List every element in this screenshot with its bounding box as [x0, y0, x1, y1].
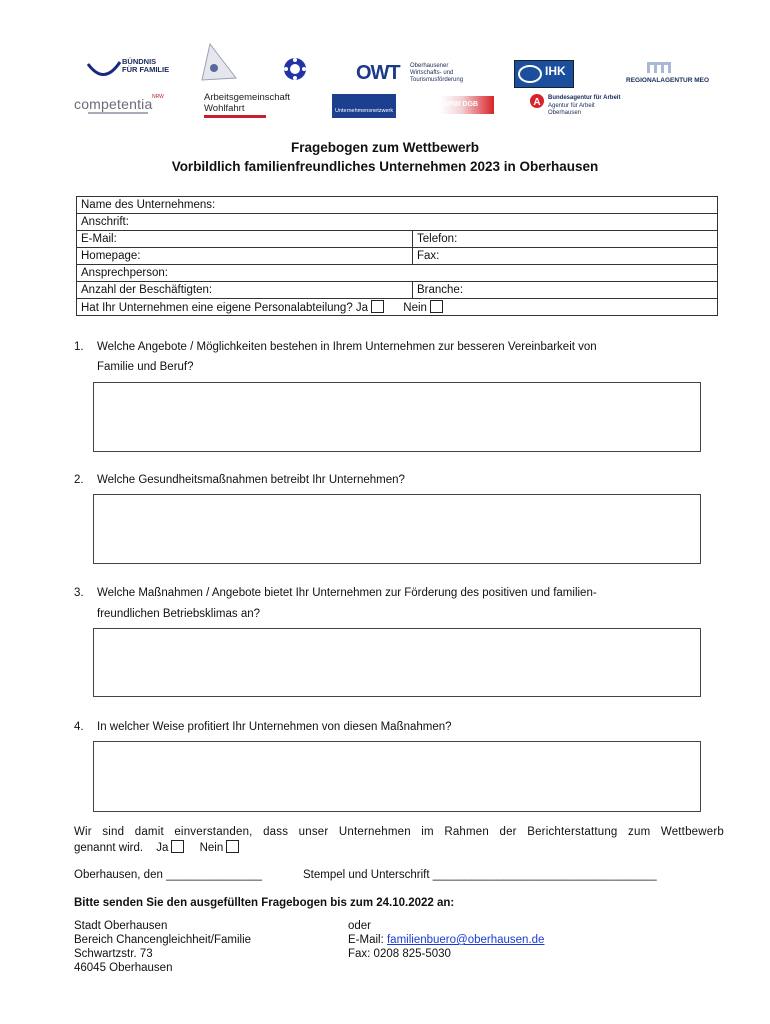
- question-3-line1: Welche Maßnahmen / Angebote bietet Ihr Unternehmen zur Förderung des positiven und familien-: [97, 587, 597, 599]
- question-3-number: 3.: [74, 587, 84, 599]
- field-branch[interactable]: Branche:: [413, 282, 718, 299]
- regional-label: REGIONALAGENTUR MEO: [626, 77, 710, 84]
- answer-box-4[interactable]: [93, 741, 701, 812]
- hr-department-row: [77, 299, 718, 316]
- email-row: [348, 933, 544, 947]
- arbeitsagentur-line3: Oberhausen: [548, 110, 582, 116]
- page-subtitle: Vorbildlich familienfreundliches Unternehmen 2023 in Oberhausen: [171, 159, 599, 174]
- nrw-label: NRW DGB: [444, 101, 479, 108]
- field-company-name[interactable]: Name des Unternehmens:: [77, 197, 718, 214]
- logo-buendnis-fuer-familie: [74, 52, 174, 86]
- arbeitsagentur-line2: Agentur für Arbeit: [548, 103, 595, 109]
- owt-mark: OWT: [356, 62, 400, 84]
- question-3: [74, 582, 597, 604]
- answer-box-1[interactable]: [93, 382, 701, 452]
- question-4-line1: In welcher Weise profitiert Ihr Unternehmen von diesen Maßnahmen?: [97, 721, 452, 733]
- send-instruction: Bitte senden Sie den ausgefüllten Fragebogen bis zum 24.10.2022 an:: [74, 897, 455, 909]
- field-address[interactable]: Anschrift:: [77, 214, 718, 231]
- answer-box-3[interactable]: [93, 628, 701, 697]
- question-2-line1: Welche Gesundheitsmaßnahmen betreibt Ihr Unternehmen?: [97, 474, 405, 486]
- alternative-contact: [348, 919, 544, 961]
- hr-no-label: Nein: [403, 302, 427, 314]
- owt-line1: Oberhausener: [410, 63, 449, 69]
- buendnis-line2: FÜR FAMILIE: [122, 65, 170, 74]
- buendnis-line1: BÜNDNIS: [122, 57, 157, 66]
- consent-line2: genannt wird.: [74, 842, 144, 854]
- question-1-number: 1.: [74, 341, 84, 353]
- competentia-sup: NRW: [152, 94, 164, 100]
- page-title: Fragebogen zum Wettbewerb: [290, 140, 480, 155]
- hr-yes-checkbox[interactable]: [371, 300, 384, 313]
- logo-competentia: [74, 96, 164, 118]
- logo-arbeitsagentur: [530, 94, 640, 120]
- stamp-signature-field[interactable]: Stempel und Unterschrift ___________________________________: [303, 869, 657, 881]
- address-line2: Bereich Chancengleichheit/Familie: [74, 934, 252, 946]
- postal-address: [74, 919, 251, 975]
- logo-ihk: [514, 60, 574, 88]
- field-email[interactable]: E-Mail:: [77, 231, 413, 248]
- svg-text:A: A: [533, 97, 541, 108]
- question-1: [74, 336, 597, 358]
- logo-unternehmensnetzwerk: [332, 94, 396, 118]
- logo-owt: [356, 62, 476, 86]
- fax-number: Fax: 0208 825-5030: [348, 948, 451, 960]
- consent-yes-label: Ja: [156, 842, 169, 854]
- field-phone[interactable]: Telefon:: [413, 231, 718, 248]
- triangle-logo-icon: [198, 42, 238, 82]
- address-line4: 46045 Oberhausen: [74, 962, 173, 974]
- place-date-field[interactable]: Oberhausen, den _______________: [74, 869, 263, 881]
- ihk-emblem-icon: [517, 62, 543, 86]
- field-fax[interactable]: Fax:: [413, 248, 718, 265]
- buendnis-swoosh-icon: [84, 54, 124, 84]
- netzwerk-label: Unternehmensnetzwerk: [335, 108, 394, 114]
- question-1-line2: Familie und Beruf?: [97, 361, 194, 373]
- logo-triangle: [198, 42, 238, 82]
- awo-line1: Arbeitsgemeinschaft: [204, 92, 291, 103]
- owt-line3: Tourismusförderung: [410, 77, 464, 83]
- email-link[interactable]: familienbuero@oberhausen.de: [386, 934, 545, 946]
- logo-awo: [204, 92, 304, 118]
- competentia-mark: competentia: [74, 96, 153, 112]
- competentia-subline: [88, 112, 148, 114]
- question-4-number: 4.: [74, 721, 84, 733]
- consent-no-checkbox[interactable]: [226, 840, 239, 853]
- field-contact-person[interactable]: Ansprechperson:: [77, 265, 718, 282]
- field-employees[interactable]: Anzahl der Beschäftigten:: [77, 282, 413, 299]
- field-homepage[interactable]: Homepage:: [77, 248, 413, 265]
- answer-box-2[interactable]: [93, 494, 701, 564]
- consent-line1: Wir sind damit einverstanden, dass unser Unternehmen im Rahmen der Berichterstattung zum Wettbewerb: [74, 826, 724, 838]
- awo-redline: [204, 115, 266, 118]
- question-2: [74, 469, 405, 491]
- address-line3: Schwartzstr. 73: [74, 948, 153, 960]
- hr-question-label: Hat Ihr Unternehmen eine eigene Personalabteilung? Ja: [81, 302, 369, 314]
- awo-line2: Wohlfahrt: [204, 103, 245, 114]
- question-4: [74, 716, 452, 738]
- consent-yes-checkbox[interactable]: [171, 840, 184, 853]
- ihk-mark: IHK: [545, 64, 566, 78]
- hr-no-checkbox[interactable]: [430, 300, 443, 313]
- owt-line2: Wirtschafts- und: [410, 70, 454, 76]
- logo-star-circle: [282, 56, 308, 82]
- consent-line2-row: [74, 840, 239, 854]
- star-circle-icon: [282, 56, 308, 82]
- or-label: oder: [348, 920, 372, 932]
- company-info-form: [76, 196, 718, 316]
- consent-no-label: Nein: [199, 842, 224, 854]
- address-line1: Stadt Oberhausen: [74, 920, 168, 932]
- question-3-line2: freundlichen Betriebsklimas an?: [97, 608, 261, 620]
- regional-building-icon: [646, 60, 672, 74]
- arbeitsagentur-line1: Bundesagentur für Arbeit: [548, 95, 621, 101]
- question-1-line1: Welche Angebote / Möglichkeiten bestehen in Ihrem Unternehmen zur besseren Vereinbarkeit von: [97, 341, 597, 353]
- logo-regionalagentur: [626, 60, 722, 86]
- arbeitsagentur-a-icon: [530, 94, 544, 108]
- logo-nrw-dgb: [440, 96, 494, 114]
- question-2-number: 2.: [74, 474, 84, 486]
- email-label: E-Mail:: [348, 934, 387, 946]
